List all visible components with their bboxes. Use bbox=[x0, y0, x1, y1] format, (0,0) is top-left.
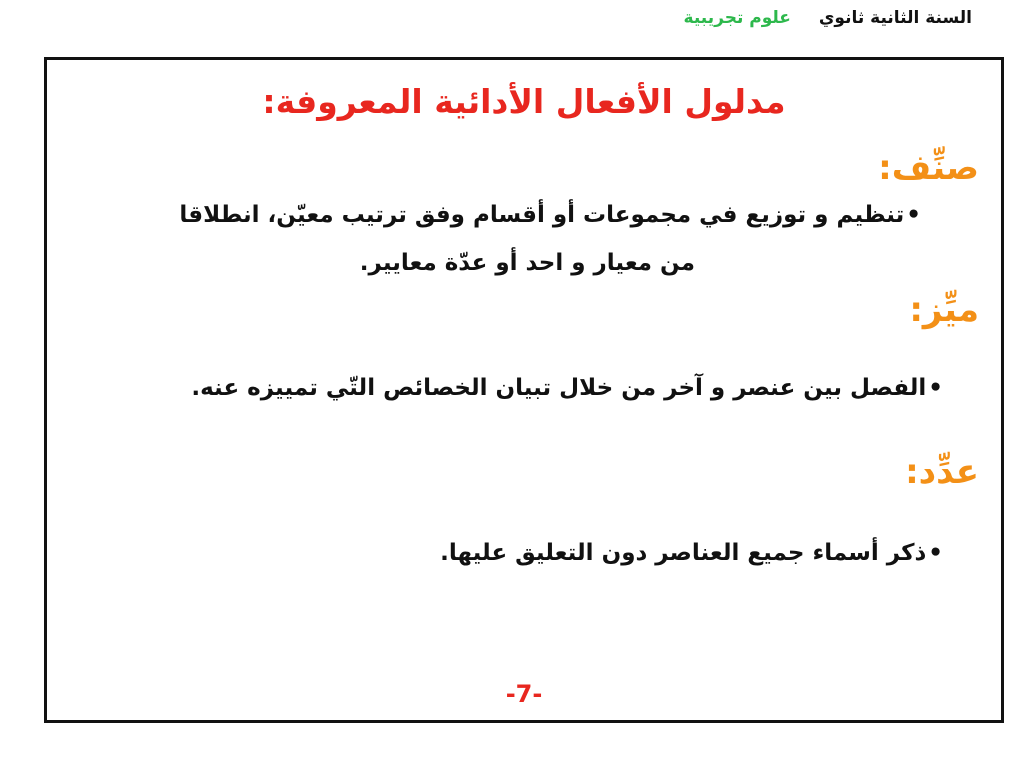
definition-enumerate bbox=[440, 540, 943, 566]
grade-level-label: السنة الثانية ثانوي bbox=[818, 8, 972, 28]
content-frame bbox=[44, 57, 1004, 723]
stream-label: علوم تجريبية bbox=[683, 8, 791, 28]
definition-classify-line-2: من معيار و احد أو عدّة معايير. bbox=[359, 250, 695, 276]
definition-classify-line-1 bbox=[179, 202, 921, 228]
page-title: مدلول الأفعال الأدائية المعروفة: bbox=[262, 82, 786, 121]
bullet-icon: • bbox=[928, 540, 943, 566]
page-header bbox=[684, 8, 972, 36]
definition-text: تنظيم و توزيع في مجموعات أو أقسام وفق ترتيب معيّن، انطلاقا bbox=[179, 202, 905, 228]
term-classify: صنِّف: bbox=[878, 148, 979, 188]
definition-distinguish bbox=[191, 375, 943, 401]
definition-text: ذكر أسماء جميع العناصر دون التعليق عليها. bbox=[440, 540, 927, 566]
definition-text: الفصل بين عنصر و آخر من خلال تبيان الخصائص التّي تمييزه عنه. bbox=[191, 375, 927, 401]
bullet-icon: • bbox=[928, 375, 943, 401]
page-number: -7- bbox=[505, 680, 543, 708]
term-enumerate: عدِّد: bbox=[905, 452, 979, 492]
term-distinguish: ميِّز: bbox=[909, 290, 979, 330]
bullet-icon: • bbox=[906, 202, 921, 228]
